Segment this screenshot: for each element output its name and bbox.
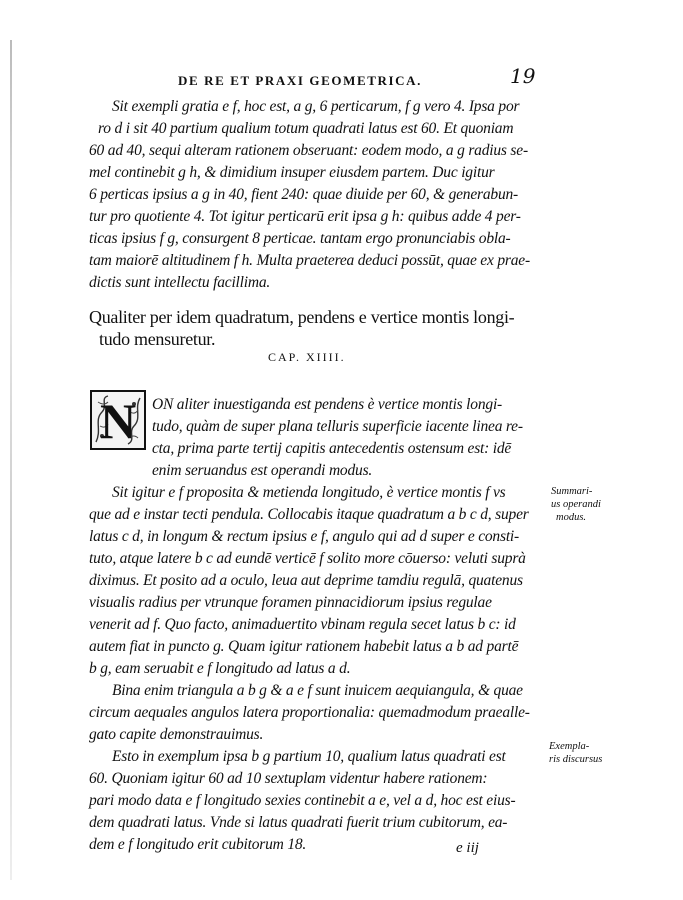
margin-note-line: modus.	[556, 512, 587, 523]
text-line: dem quadrati latus. Vnde si latus quadrati fuerit trium cubitorum, ea-	[89, 814, 508, 831]
text-line: Sit exempli gratia e f, hoc est, a g, 6 perticarum, f g vero 4. Ipsa por	[112, 98, 520, 115]
text-line: tudo, quàm de super plana telluris superficie iacente linea re-	[152, 418, 523, 435]
text-line: pari modo data e f longitudo sexies continebit a e, vel a d, hoc est eius-	[89, 792, 516, 809]
chapter-heading: CAP. XIIII.	[268, 350, 346, 364]
text-line: tur pro quotiente 4. Tot igitur perticarū erit ipsa g h: quibus adde 4 per-	[89, 208, 521, 225]
margin-note-line: Exempla-	[549, 741, 590, 752]
text-line: Esto in exemplum ipsa b g partium 10, qualium latus quadrati est	[112, 748, 506, 765]
initial-ornament-icon	[90, 390, 146, 450]
margin-note-line: Summari-	[551, 486, 593, 497]
text-line: dictis sunt intellectu facillima.	[89, 274, 271, 291]
text-line: enim seruandus est operandi modus.	[152, 462, 373, 479]
text-line: gato capite demonstrauimus.	[89, 726, 264, 743]
text-line: Sit igitur e f proposita & metienda longitudo, è vertice montis f vs	[112, 484, 506, 501]
text-line: tam maiorē altitudinem f h. Multa praeterea deduci possūt, quae ex prae-	[89, 252, 530, 269]
text-line: autem fiat in puncto g. Quam igitur rationem habebit latus a b ad partē	[89, 638, 519, 655]
running-head: DE RE ET PRAXI GEOMETRICA.	[178, 73, 422, 88]
title-line: Qualiter per idem quadratum, pendens e vertice montis longi-	[89, 307, 515, 327]
text-line: cta, prima parte tertij capitis antecedentis ostensum est: idē	[152, 440, 512, 457]
text-line: dem e f longitudo erit cubitorum 18.	[89, 836, 307, 853]
text-line: mel continebit g h, & dimidium insuper eiusdem partem. Duc igitur	[89, 164, 495, 181]
text-line: que ad e instar tecti pendula. Collocabis itaque quadratum a b c d, super	[89, 506, 529, 523]
text-line: 60. Quoniam igitur 60 ad 10 sextuplam videntur habere rationem:	[89, 770, 488, 787]
text-line: circum aequales angulos latera proportionalia: quemadmodum praealle-	[89, 704, 530, 721]
text-line: ticas ipsius f g, consurgent 8 perticae. tantam ergo pronunciabis obla-	[89, 230, 511, 247]
text-line: diximus. Et posito ad a oculo, leua aut deprime tamdiu regulā, quatenus	[89, 572, 523, 589]
text-line: tuto, atque latere b c ad eundē verticē f solito more cōuerso: veluti suprà	[89, 550, 526, 567]
decorated-initial	[90, 390, 146, 450]
text-line: venerit ad f. Quo facto, animaduertito vbinam regula secet latus b c: id	[89, 616, 516, 633]
text-line: latus c d, in longum & rectum ipsius e f, angulo qui ad d super e consti-	[89, 528, 519, 545]
text-line: 60 ad 40, sequi alteram rationem obseruant: eodem modo, a g radius se-	[89, 142, 528, 159]
page-edge	[10, 40, 12, 880]
margin-note-line: ris discursus	[549, 754, 603, 765]
catchword: e iij	[456, 840, 479, 856]
text-line: visualis radius per vtrunque foramen pinnacidiorum ipsius regulae	[89, 594, 492, 611]
margin-note-line: us operandi	[551, 499, 601, 510]
text-line: b g, eam seruabit e f longitudo ad latus a d.	[89, 660, 351, 677]
page-number: 19	[510, 64, 536, 88]
text-line: ro d i sit 40 partium qualium totum quadrati latus est 60. Et quoniam	[98, 120, 514, 137]
text-line: Bina enim triangula a b g & a e f sunt inuicem aequiangula, & quae	[112, 682, 523, 699]
text-line: ON aliter inuestiganda est pendens è vertice montis longi-	[152, 396, 503, 413]
initial-letter: N	[99, 393, 137, 449]
title-line: tudo mensuretur.	[99, 329, 216, 349]
text-line: 6 perticas ipsius a g in 40, fient 240: quae diuide per 60, & generabun-	[89, 186, 519, 203]
